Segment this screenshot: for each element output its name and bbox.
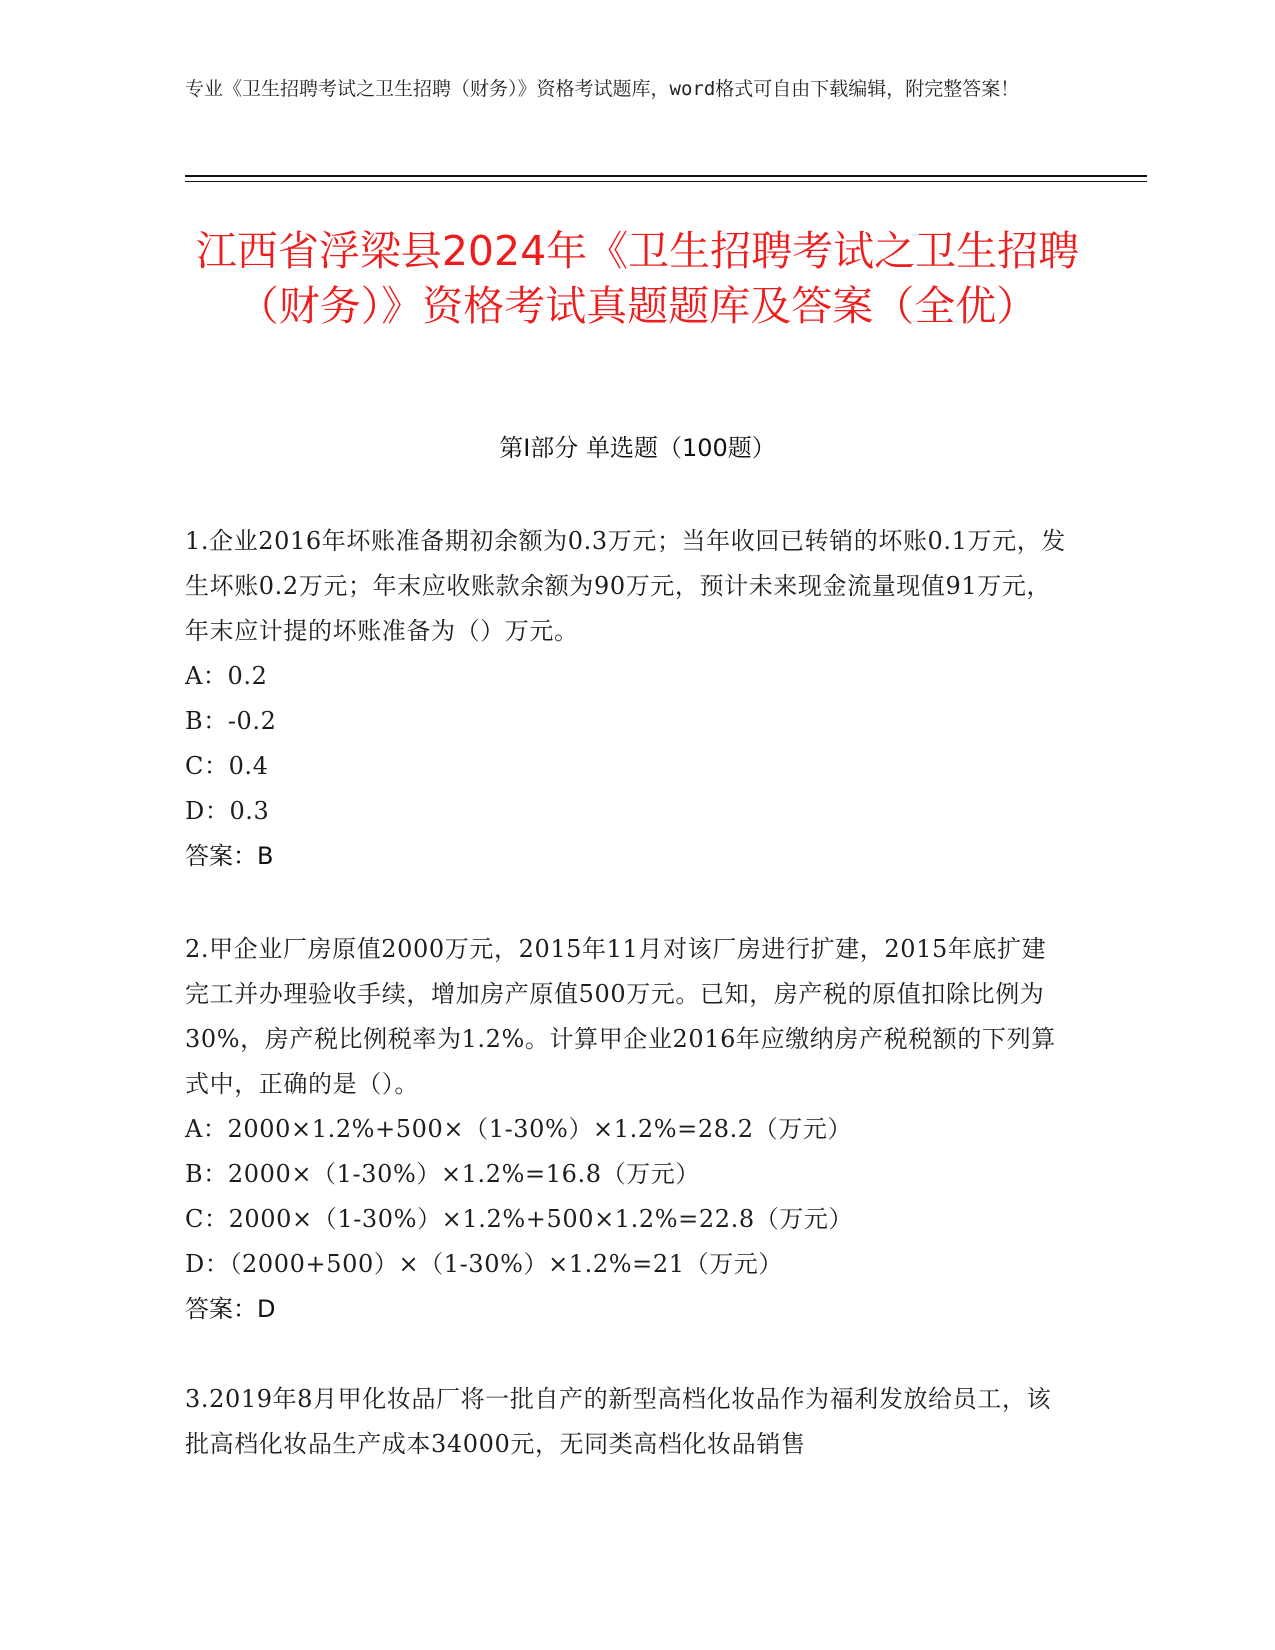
- option-a: A：2000×1.2%+500×（1-30%）×1.2%=28.2（万元）: [185, 1115, 853, 1143]
- question-2: [185, 927, 1070, 1332]
- question-3: [185, 1377, 1070, 1467]
- option-a: A：0.2: [185, 662, 268, 690]
- option-c: C：0.4: [185, 752, 269, 780]
- option-b: B：-0.2: [185, 707, 277, 735]
- option-d: D：0.3: [185, 797, 270, 825]
- question-stem: 1.企业2016年坏账准备期初余额为0.3万元；当年收回已转销的坏账0.1万元，发生坏账0.2万元；年末应收账款余额为90万元，预计未来现金流量现值91万元，年末应计提的坏账准备为（）万元。: [185, 527, 1066, 645]
- header-note: 专业《卫生招聘考试之卫生招聘（财务）》资格考试题库，word格式可自由下载编辑，附完整答案！: [185, 78, 1020, 100]
- option-c: C：2000×（1-30%）×1.2%+500×1.2%=22.8（万元）: [185, 1205, 854, 1233]
- option-b: B：2000×（1-30%）×1.2%=16.8（万元）: [185, 1160, 700, 1188]
- question-1: [185, 519, 1070, 879]
- header-divider-thin: [185, 181, 1147, 182]
- document-title: 江西省浮梁县2024年《卫生招聘考试之卫生招聘（财务）》资格考试真题题库及答案（全优）: [195, 227, 1080, 330]
- option-d: D：（2000+500）×（1-30%）×1.2%=21（万元）: [185, 1250, 783, 1278]
- answer: 答案：D: [185, 1295, 276, 1323]
- section-heading: 第I部分 单选题（100题）: [499, 434, 776, 462]
- header-divider-thick: [185, 175, 1147, 177]
- question-stem: 3.2019年8月甲化妆品厂将一批自产的新型高档化妆品作为福利发放给员工，该批高档化妆品生产成本34000元，无同类高档化妆品销售: [185, 1385, 1052, 1458]
- question-stem: 2.甲企业厂房原值2000万元，2015年11月对该厂房进行扩建，2015年底扩建完工并办理验收手续，增加房产原值500万元。已知，房产税的原值扣除比例为30%，房产税比例税率为1.2%。计算甲企业2016年应缴纳房产税税额的下列算式中，正确的是（）。: [185, 935, 1056, 1098]
- answer: 答案：B: [185, 842, 274, 870]
